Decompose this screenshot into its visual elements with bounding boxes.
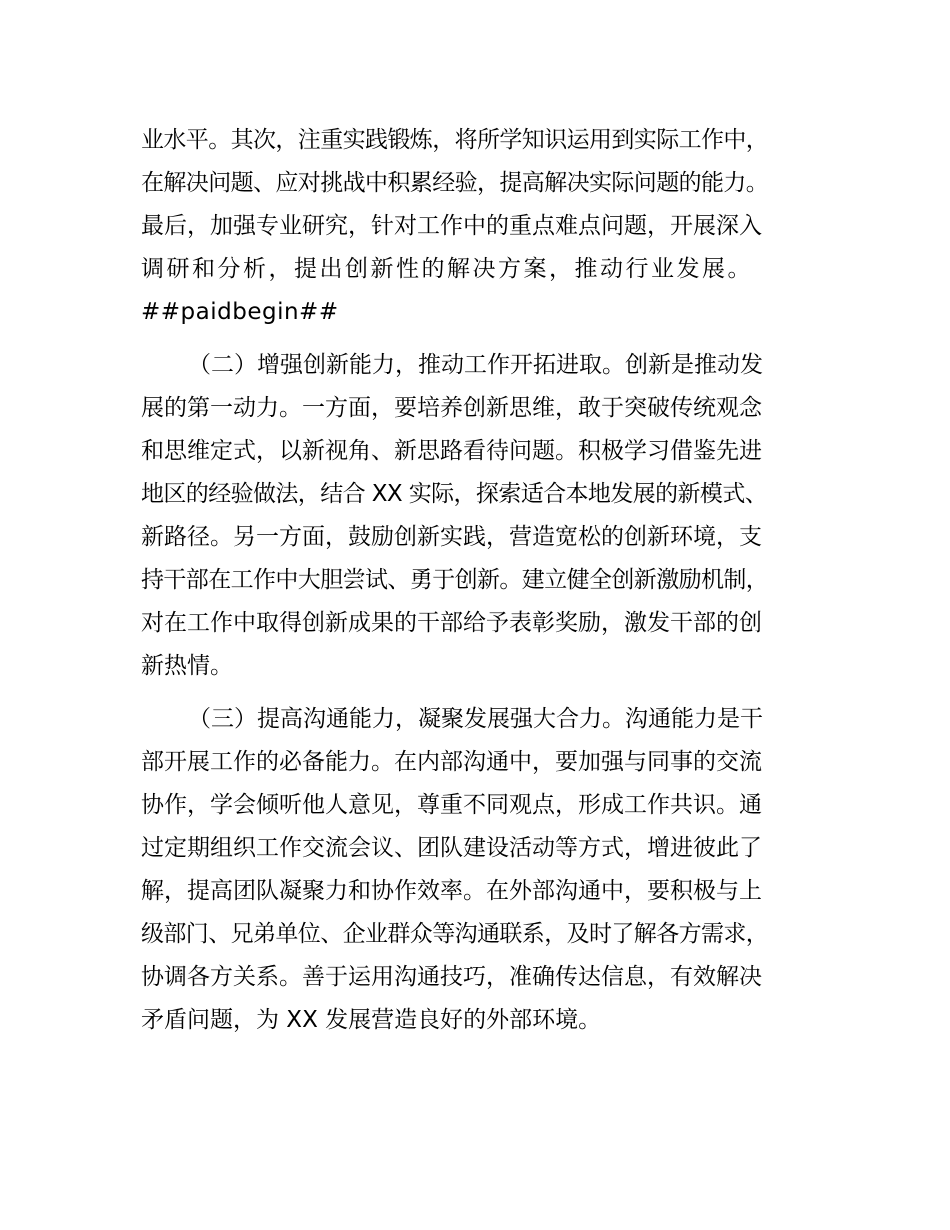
paragraph-2-line-1: （二）增强创新能力，推动工作开拓进取。创新是推动发	[188, 352, 763, 378]
paragraph-1-line-3: 最后，加强专业研究，针对工作中的重点难点问题，开展深入	[141, 213, 762, 239]
paragraph-2-line-4: 地区的经验做法，结合 XX 实际，探索适合本地发展的新模式、	[141, 481, 768, 507]
paragraph-3-line-8: 矛盾问题，为 XX 发展营造良好的外部环境。	[141, 1007, 602, 1033]
paragraph-2-line-6: 持干部在工作中大胆尝试、勇于创新。建立健全创新激励机制，	[141, 567, 769, 593]
paragraph-3-line-4: 过定期组织工作交流会议、团队建设活动等方式，增进彼此了	[141, 835, 762, 861]
paragraph-2-line-8: 新热情。	[141, 653, 233, 679]
paragraph-2-line-3: 和思维定式，以新视角、新思路看待问题。积极学习借鉴先进	[141, 438, 762, 464]
paragraph-3-line-3: 协作，学会倾听他人意见，尊重不同观点，形成工作共识。通	[141, 792, 762, 818]
paragraph-2-line-2: 展的第一动力。一方面，要培养创新思维，敢于突破传统观念	[141, 395, 762, 421]
paid-begin-marker: ##paidbegin##	[141, 299, 339, 325]
paragraph-3-line-7: 协调各方关系。善于运用沟通技巧，准确传达信息，有效解决	[141, 964, 762, 990]
paragraph-1-line-2: 在解决问题、应对挑战中积累经验，提高解决实际问题的能力。	[141, 170, 769, 196]
paragraph-3-line-1: （三）提高沟通能力，凝聚发展强大合力。沟通能力是干	[188, 706, 763, 732]
paragraph-2-line-7: 对在工作中取得创新成果的干部给予表彰奖励，激发干部的创	[141, 610, 762, 636]
paragraph-1-line-4: 调研和分析，提出创新性的解决方案，推动行业发展。	[141, 256, 753, 282]
paragraph-3-line-2: 部开展工作的必备能力。在内部沟通中，要加强与同事的交流	[141, 749, 762, 775]
paragraph-3-line-5: 解，提高团队凝聚力和协作效率。在外部沟通中，要积极与上	[141, 878, 762, 904]
paragraph-2-line-5: 新路径。另一方面，鼓励创新实践，营造宽松的创新环境，支	[141, 524, 762, 550]
paragraph-3-line-6: 级部门、兄弟单位、企业群众等沟通联系，及时了解各方需求，	[141, 921, 769, 947]
paragraph-1-line-1: 业水平。其次，注重实践锻炼，将所学知识运用到实际工作中，	[141, 127, 769, 153]
